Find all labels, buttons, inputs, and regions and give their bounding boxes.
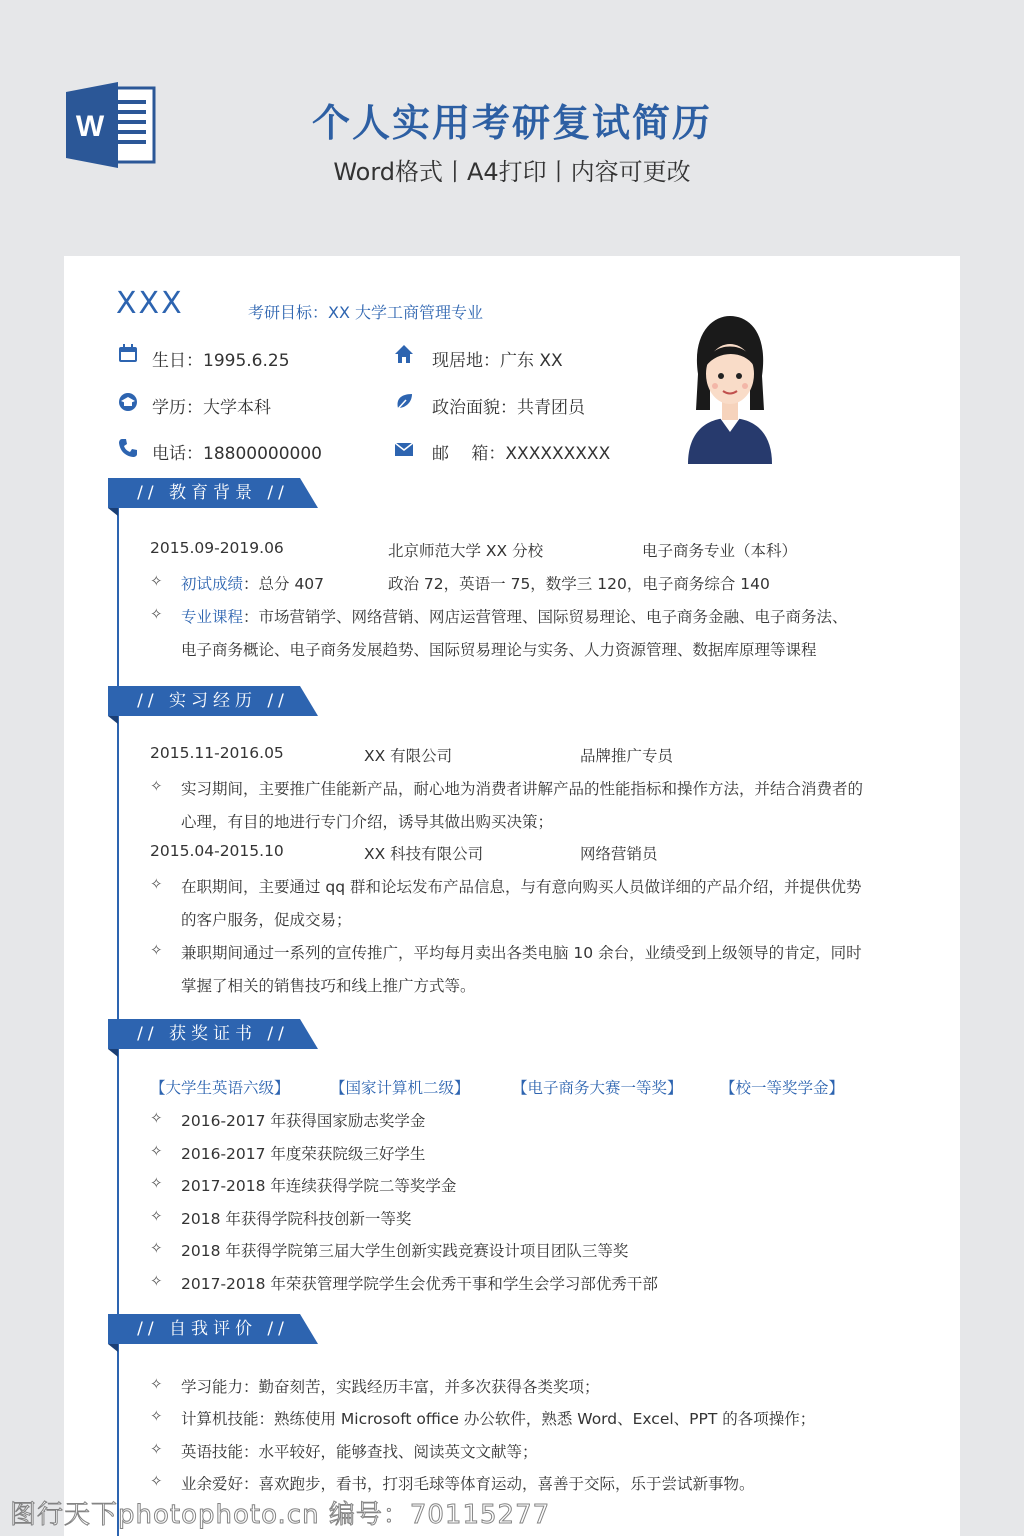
job2-company: XX 科技有限公司 <box>364 845 484 863</box>
edu-score <box>181 572 324 594</box>
section-header-awards <box>108 1019 318 1049</box>
job1-company: XX 有限公司 <box>364 747 453 765</box>
home-icon <box>394 344 414 364</box>
section-title-education: // 教育背景 // <box>137 483 289 503</box>
self-eval-item: 业余爱好：喜欢跑步，看书，打羽毛球等体育运动，喜善于交际，乐于尝试新事物。 <box>181 1475 755 1493</box>
job2-desc-b: 兼职期间通过一系列的宣传推广，平均每月卖出各类电脑 10 余台，业绩受到上级领导的肯定，同时 <box>181 944 862 962</box>
bullet-icon: ✧ <box>150 1239 163 1257</box>
bullet-icon: ✧ <box>150 1142 163 1160</box>
edu-period: 2015.09-2019.06 <box>150 539 284 557</box>
bullet-icon: ✧ <box>150 1407 163 1425</box>
edu-courses-cont: 电子商务概论、电子商务发展趋势、国际贸易理论与实务、人力资源管理、数据库原理等课程 <box>181 641 817 659</box>
bullet-icon: ✧ <box>150 777 163 795</box>
course-label: 专业课程 <box>181 608 244 626</box>
mail-icon <box>394 439 414 459</box>
score-total: ：总分 407 <box>243 575 325 593</box>
candidate-name: XXX <box>116 286 184 321</box>
word-logo-letter: W <box>75 110 105 143</box>
job1-role: 品牌推广专员 <box>580 747 674 765</box>
bullet-icon: ✧ <box>150 1375 163 1393</box>
bullet-icon: ✧ <box>150 1109 163 1127</box>
bullet-icon: ✧ <box>150 1272 163 1290</box>
job2-desc-b-cont: 掌握了相关的销售技巧和线上推广方式等。 <box>181 977 476 995</box>
award-item: 2016-2017 年获得国家励志奖学金 <box>181 1112 426 1130</box>
page-subtitle: Word格式丨A4打印丨内容可更改 <box>333 158 691 186</box>
job2-desc-a-cont: 的客户服务，促成交易； <box>181 911 352 929</box>
edu-score-detail: 政治 72，英语一 75，数学三 120，电子商务综合 140 <box>388 575 770 593</box>
section-header-self-eval <box>108 1314 318 1344</box>
job2-period: 2015.04-2015.10 <box>150 842 284 860</box>
section-header-education <box>108 478 318 508</box>
award-item: 2017-2018 年荣获管理学院学生会优秀干事和学生会学习部优秀干部 <box>181 1275 658 1293</box>
job1-desc-cont: 心理，有目的地进行专门介绍，诱导其做出购买决策； <box>181 813 554 831</box>
education-level: 学历：大学本科 <box>152 398 271 418</box>
edu-courses <box>181 605 848 627</box>
bullet-icon: ✧ <box>150 1472 163 1490</box>
edu-school: 北京师范大学 XX 分校 <box>388 542 544 560</box>
birthday: 生日：1995.6.25 <box>152 351 290 371</box>
calendar-icon <box>118 344 138 364</box>
resume-sheet <box>64 256 960 1536</box>
watermark: 图行天下photophoto.cn 编号：70115277 <box>10 1500 551 1530</box>
bullet-icon: ✧ <box>150 1440 163 1458</box>
political-status: 政治面貌：共青团员 <box>432 398 585 418</box>
graduation-cap-icon <box>118 392 138 412</box>
section-title-internship: // 实习经历 // <box>137 691 289 711</box>
leaf-icon <box>394 392 414 412</box>
job1-desc: 实习期间，主要推广佳能新产品，耐心地为消费者讲解产品的性能指标和操作方法，并结合消费者的 <box>181 780 864 798</box>
award-tag: 【大学生英语六级】 <box>150 1079 290 1097</box>
self-eval-item: 英语技能：水平较好，能够查找、阅读英文文献等； <box>181 1443 538 1461</box>
award-tag: 【电子商务大赛一等奖】 <box>512 1079 683 1097</box>
self-eval-item: 计算机技能：熟练使用 Microsoft office 办公软件，熟悉 Word、Excel、PPT 的各项操作； <box>181 1410 816 1428</box>
self-eval-item: 学习能力：勤奋刻苦，实践经历丰富，并多次获得各类奖项； <box>181 1378 600 1396</box>
bullet-icon: ✧ <box>150 605 163 623</box>
email: 邮 箱：XXXXXXXXX <box>432 444 611 464</box>
award-tag: 【国家计算机二级】 <box>330 1079 470 1097</box>
residence: 现居地：广东 XX <box>432 351 563 371</box>
edu-major: 电子商务专业（本科） <box>642 542 798 560</box>
award-tag: 【校一等奖学金】 <box>720 1079 845 1097</box>
course-line1: ：市场营销学、网络营销、网店运营管理、国际贸易理论、电子商务金融、电子商务法、 <box>243 608 848 626</box>
section-title-awards: // 获奖证书 // <box>137 1024 289 1044</box>
bullet-icon: ✧ <box>150 941 163 959</box>
section-header-internship <box>108 686 318 716</box>
award-item: 2018 年获得学院第三届大学生创新实践竞赛设计项目团队三等奖 <box>181 1242 629 1260</box>
bullet-icon: ✧ <box>150 572 163 590</box>
section-title-self-eval: // 自我评价 // <box>137 1319 289 1339</box>
bullet-icon: ✧ <box>150 875 163 893</box>
award-item: 2018 年获得学院科技创新一等奖 <box>181 1210 412 1228</box>
job2-role: 网络营销员 <box>580 845 658 863</box>
bullet-icon: ✧ <box>150 1174 163 1192</box>
score-label: 初试成绩 <box>181 575 244 593</box>
job2-desc-a: 在职期间，主要通过 qq 群和论坛发布产品信息，与有意向购买人员做详细的产品介绍，并提供优势 <box>181 878 862 896</box>
award-item: 2016-2017 年度荣获院级三好学生 <box>181 1145 426 1163</box>
exam-goal: 考研目标：XX 大学工商管理专业 <box>248 303 484 322</box>
phone: 电话：18800000000 <box>152 444 322 464</box>
award-item: 2017-2018 年连续获得学院二等奖学金 <box>181 1177 457 1195</box>
phone-icon <box>118 438 138 458</box>
job1-period: 2015.11-2016.05 <box>150 744 284 762</box>
page-title: 个人实用考研复试简历 <box>311 101 712 145</box>
bullet-icon: ✧ <box>150 1207 163 1225</box>
avatar <box>668 314 792 464</box>
